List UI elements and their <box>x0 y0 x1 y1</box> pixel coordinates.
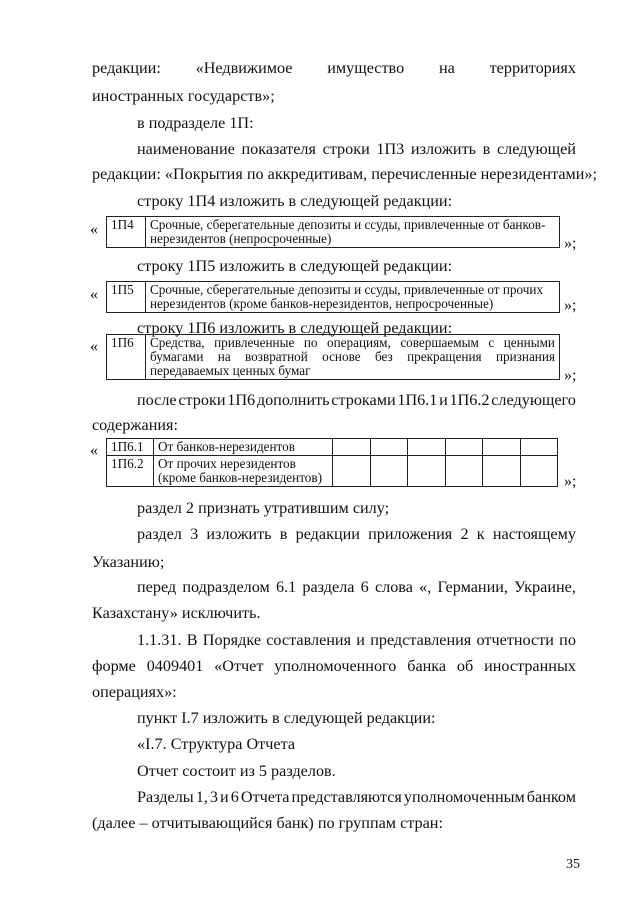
word: 6 <box>230 788 239 806</box>
open-quote: « <box>90 442 98 459</box>
row-description <box>146 335 560 380</box>
row-text: передаваемых ценных бумаг <box>150 363 311 378</box>
empty-cell <box>333 456 371 487</box>
text-line: Указанию; <box>92 553 165 571</box>
row-table-1p5 <box>106 281 560 313</box>
text-line: строку 1П6 изложить в следующей редакции: <box>137 319 453 337</box>
word: «, <box>419 578 432 596</box>
row-code: 1П6 <box>107 335 146 380</box>
open-quote: « <box>90 286 98 303</box>
text-line: (далее – отчитывающийся банк) по группам стран: <box>92 814 443 832</box>
close-quote: »; <box>564 297 577 314</box>
text-line: редакции: «Покрытия по аккредитивам, перечисленные нерезидентами»; <box>92 165 598 183</box>
open-quote: « <box>90 221 98 238</box>
word: В <box>186 631 198 649</box>
word: «Отчет <box>214 657 264 675</box>
text-line <box>137 577 576 597</box>
word: следующего <box>491 391 576 409</box>
word: и <box>356 631 365 649</box>
word: иностранных <box>484 657 576 675</box>
row-code: 1П6.2 <box>107 456 154 487</box>
row-text: бумагами на возвратной основе без прекращения признания <box>150 349 555 364</box>
row-text: нерезидентов (непросроченные) <box>150 231 332 246</box>
word: к <box>476 525 485 543</box>
text-line <box>137 139 576 159</box>
word: составления <box>266 631 352 649</box>
text-line <box>137 390 576 410</box>
empty-cell <box>445 456 483 487</box>
word: приложения <box>368 525 453 543</box>
word: банком <box>526 788 576 806</box>
word: представления <box>370 631 472 649</box>
text-line: операциях»: <box>92 683 177 701</box>
empty-cell <box>483 456 521 487</box>
empty-cell <box>520 439 558 456</box>
word: редакции: <box>92 59 161 77</box>
text-line: пункт I.7 изложить в следующей редакции: <box>137 709 436 727</box>
word: строки <box>322 140 370 158</box>
word: 6 <box>360 578 369 596</box>
row-code: 1П6.1 <box>107 439 154 456</box>
row-text: От прочих нерезидентов <box>158 456 296 471</box>
word: настоящему <box>492 525 576 543</box>
word: 0409401 <box>146 657 204 675</box>
text-line <box>137 787 576 807</box>
empty-cell <box>370 456 408 487</box>
word: наименование <box>137 140 235 158</box>
text-line: Отчет состоит из 5 разделов. <box>137 762 336 780</box>
row-text: нерезидентов (кроме банков-нерезидентов, непросроченные) <box>150 296 494 311</box>
word: Германии, <box>437 578 508 596</box>
word: 1.1.31. <box>137 631 182 649</box>
word: 3 <box>190 525 199 543</box>
page-number: 35 <box>566 857 580 872</box>
row-text: Средства, привлеченные по операциям, совершаемым с ценными <box>150 335 555 350</box>
empty-cell <box>445 439 483 456</box>
empty-cell <box>408 439 446 456</box>
text-line: строку 1П5 изложить в следующей редакции: <box>137 257 453 275</box>
text-line <box>92 656 576 676</box>
close-quote: »; <box>564 473 577 490</box>
word: «Недвижимое <box>195 59 293 77</box>
word: в <box>482 140 491 158</box>
empty-cell <box>520 456 558 487</box>
text-line: «I.7. Структура Отчета <box>137 735 296 753</box>
row-text: Срочные, сберегательные депозиты и ссуды, привлеченные от прочих <box>150 282 544 297</box>
word: дополнить <box>256 391 330 409</box>
row-text: (кроме банков-нерезидентов) <box>158 470 323 485</box>
empty-cell <box>370 439 408 456</box>
text-line <box>137 630 576 650</box>
word: 1, <box>195 788 208 806</box>
text-line: иностранных государств»; <box>92 87 275 105</box>
text-line: Казахстану» исключить. <box>92 604 261 622</box>
word: на <box>438 59 455 77</box>
row-table-1p6 <box>106 334 560 380</box>
word: и <box>439 391 448 409</box>
empty-cell <box>333 439 371 456</box>
row-code: 1П5 <box>107 282 146 313</box>
word: об <box>456 657 474 675</box>
row-text: Срочные, сберегательные депозиты и ссуды, привлеченные от банков- <box>150 217 546 232</box>
word: слова <box>374 578 413 596</box>
text-line: в подразделе 1П: <box>137 114 254 132</box>
word: имущество <box>327 59 405 77</box>
rows-table-1p6-sub <box>106 438 558 487</box>
word: следующей <box>496 140 576 158</box>
row-table-1p4 <box>106 216 560 248</box>
word: раздел <box>137 525 182 543</box>
word: строками <box>331 391 396 409</box>
word: 3 <box>209 788 218 806</box>
word: показателя <box>241 140 316 158</box>
word: территориях <box>489 59 576 77</box>
word: после <box>137 391 177 409</box>
word: Украине, <box>514 578 576 596</box>
word: отчетности <box>476 631 554 649</box>
word: строки <box>178 391 226 409</box>
word: Порядке <box>202 631 262 649</box>
word: 1П6 <box>227 391 256 409</box>
word: изложить <box>206 525 272 543</box>
text-line: раздел 2 признать утратившим силу; <box>137 499 390 517</box>
word: Разделы <box>137 788 194 806</box>
word: банка <box>407 657 447 675</box>
word: 1П6.2 <box>449 391 490 409</box>
word: уполномоченного <box>274 657 397 675</box>
word: 1П3 <box>376 140 405 158</box>
word: и <box>220 788 229 806</box>
word: подразделом <box>182 578 270 596</box>
word: раздела <box>302 578 355 596</box>
word: Отчета <box>240 788 290 806</box>
word: изложить <box>410 140 477 158</box>
word: по <box>559 631 576 649</box>
text-line <box>92 58 576 78</box>
word: уполномоченным <box>403 788 525 806</box>
row-description <box>154 456 333 487</box>
open-quote: « <box>90 338 98 355</box>
text-line: содержания: <box>92 416 178 434</box>
word: представляются <box>291 788 402 806</box>
row-text: От банков-нерезидентов <box>158 439 295 454</box>
text-line: строку 1П4 изложить в следующей редакции: <box>137 192 453 210</box>
word: 6.1 <box>275 578 297 596</box>
word: форме <box>92 657 136 675</box>
row-description <box>146 217 560 248</box>
row-code: 1П4 <box>107 217 146 248</box>
word: в <box>279 525 288 543</box>
word: 2 <box>460 525 469 543</box>
row-description <box>146 282 560 313</box>
text-line <box>137 524 576 544</box>
close-quote: »; <box>564 235 577 252</box>
close-quote: »; <box>564 367 577 384</box>
word: 1П6.1 <box>397 391 438 409</box>
word: редакции <box>295 525 360 543</box>
word: перед <box>137 578 177 596</box>
row-description <box>154 439 333 456</box>
empty-cell <box>408 456 446 487</box>
empty-cell <box>483 439 521 456</box>
